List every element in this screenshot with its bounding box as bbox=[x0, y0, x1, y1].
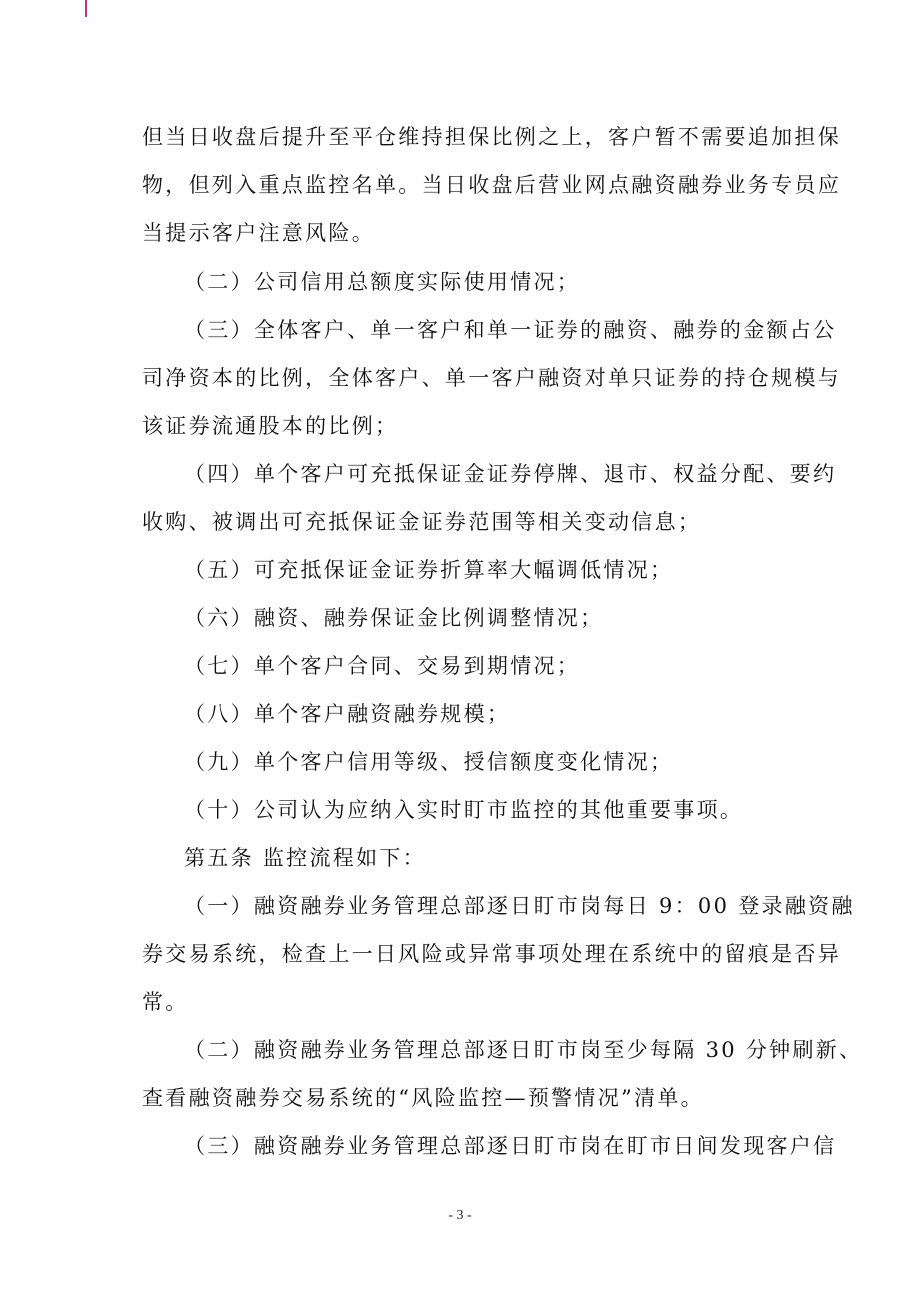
list-item: （八）单个客户融资融券规模； bbox=[184, 702, 511, 726]
paragraph-line: 收购、被调出可充抵保证金证券范围等相关变动信息； bbox=[142, 510, 702, 534]
list-item: （六）融资、融券保证金比例调整情况； bbox=[184, 606, 604, 630]
paragraph-line: 查看融资融券交易系统的“风险监控—预警情况”清单。 bbox=[142, 1086, 704, 1110]
list-item: （二）公司信用总额度实际使用情况； bbox=[184, 270, 581, 294]
list-item: （十）公司认为应纳入实时盯市监控的其他重要事项。 bbox=[184, 798, 744, 822]
paragraph-line: 但当日收盘后提升至平仓维持担保比例之上，客户暂不需要追加担保 bbox=[142, 125, 841, 149]
margin-mark bbox=[85, 0, 87, 17]
list-item: （九）单个客户信用等级、授信额度变化情况； bbox=[184, 750, 674, 774]
paragraph-line: 物，但列入重点监控名单。当日收盘后营业网点融资融券业务专员应 bbox=[142, 173, 841, 197]
list-item: （七）单个客户合同、交易到期情况； bbox=[184, 654, 581, 678]
list-item: （五）可充抵保证金证券折算率大幅调低情况； bbox=[184, 558, 674, 582]
list-item: （二）融资融券业务管理总部逐日盯市岗至少每隔 30 分钟刷新、 bbox=[184, 1038, 863, 1062]
page-number: - 3 - bbox=[448, 1208, 472, 1223]
paragraph-line: 该证券流通股本的比例； bbox=[142, 414, 399, 438]
paragraph-line: 券交易系统，检查上一日风险或异常事项处理在系统中的留痕是否异 bbox=[142, 942, 841, 966]
list-item: （一）融资融券业务管理总部逐日盯市岗每日 9：00 登录融资融 bbox=[184, 894, 855, 918]
list-item: （四）单个客户可充抵保证金证券停牌、退市、权益分配、要约 bbox=[184, 462, 837, 486]
paragraph-line: 当提示客户注意风险。 bbox=[142, 221, 375, 245]
paragraph-line: 常。 bbox=[142, 990, 189, 1014]
list-item: （三）全体客户、单一客户和单一证券的融资、融券的金额占公 bbox=[184, 318, 837, 342]
article-heading: 第五条 监控流程如下： bbox=[184, 846, 426, 870]
paragraph-line: 司净资本的比例，全体客户、单一客户融资对单只证券的持仓规模与 bbox=[142, 366, 841, 390]
list-item: （三）融资融券业务管理总部逐日盯市岗在盯市日间发现客户信 bbox=[184, 1134, 837, 1158]
